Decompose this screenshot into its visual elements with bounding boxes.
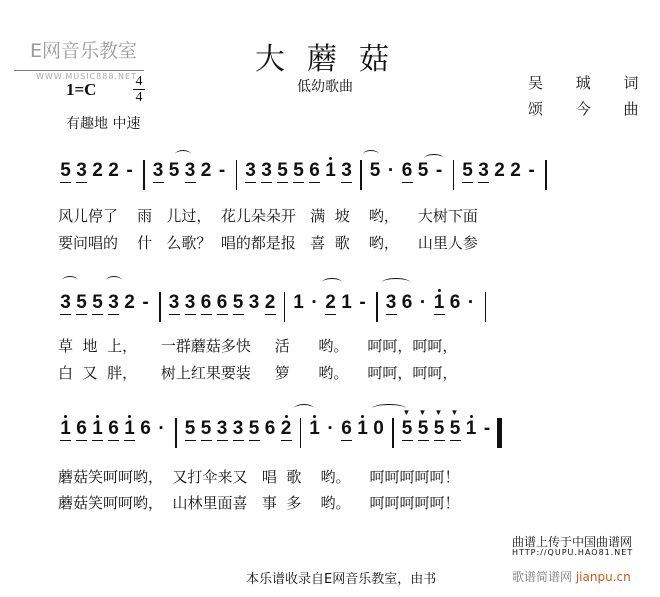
note: 1 (92, 418, 103, 439)
lyric-line: 白 又 胖， 树上红果要装 箩 哟。 呵呵，呵呵， (58, 364, 458, 382)
note: 3 (216, 418, 228, 439)
dash: - (218, 160, 226, 181)
note: 0 (373, 418, 384, 439)
notation-row (60, 292, 494, 322)
barline (175, 418, 177, 448)
note: 2 (510, 160, 521, 181)
measure (60, 292, 151, 315)
note: 5 (462, 160, 473, 181)
note: 5 (60, 160, 71, 181)
dot: · (327, 418, 334, 439)
dot: · (311, 292, 318, 313)
note: 3 (385, 292, 397, 313)
note: 2 (200, 160, 212, 181)
barline (284, 292, 286, 322)
note: 6 (264, 418, 276, 439)
slur (322, 278, 342, 287)
song-title: 大蘑菇 (255, 42, 411, 77)
measure (402, 418, 493, 441)
slur (62, 276, 78, 285)
dash: - (435, 160, 443, 181)
measure (293, 292, 368, 315)
note: 5 (417, 160, 429, 181)
note: 2 (108, 160, 119, 181)
slur (424, 154, 444, 163)
measure (245, 160, 352, 183)
watermark-site (512, 568, 631, 585)
time-bottom: 4 (135, 90, 143, 105)
note: 5 (369, 160, 381, 181)
slur (106, 276, 122, 285)
note: 1 (325, 160, 336, 181)
dot: · (387, 160, 395, 181)
note: 5 (168, 160, 180, 181)
barline (376, 292, 378, 322)
dot: · (467, 292, 475, 313)
note: 5 ▼ (402, 418, 413, 441)
slur (372, 404, 406, 413)
dot: · (419, 292, 427, 313)
note: 3 (341, 160, 352, 181)
note: 1 (465, 418, 477, 439)
lyric-line: 风儿停了 雨 儿过， 花儿朵朵开 满 坡 哟， 大树下面 (58, 207, 478, 225)
note: 1 (60, 418, 71, 439)
barline (485, 292, 487, 322)
measure (153, 160, 228, 183)
note: 1 (357, 418, 368, 439)
final-barline (497, 418, 502, 448)
barline (545, 160, 547, 190)
dot: · (158, 418, 165, 439)
barline (300, 418, 302, 448)
slur (294, 404, 314, 413)
note: 3 (261, 160, 272, 181)
note: 6 (200, 292, 212, 313)
lyric-line: 蘑菇笑呵呵哟， 又打伞来又 唱 歌 哟。 呵呵呵呵呵！ (58, 468, 460, 486)
note: 3 (168, 292, 180, 313)
note: 3 (184, 292, 196, 313)
note: 2 (280, 418, 292, 439)
note: 3 (478, 160, 489, 181)
note: 5 ▼ (418, 418, 429, 441)
note: 5 ▼ (434, 418, 445, 441)
note: 6 (401, 160, 413, 181)
note: 5 (92, 292, 103, 313)
tempo-marking: 有趣地 中速 (66, 116, 141, 132)
measure (462, 160, 537, 183)
measure (185, 418, 292, 441)
note: 6 (341, 418, 352, 439)
slur (382, 278, 410, 287)
note: 5 (277, 160, 288, 181)
song-subtitle: 低幼歌曲 (297, 79, 353, 95)
note: 5 (232, 292, 244, 313)
measure (386, 292, 477, 315)
measure (60, 160, 135, 183)
note: 3 (245, 160, 256, 181)
note: 6 (76, 418, 87, 439)
note: 1 (341, 292, 352, 313)
watermark-site-name: 歌谱简谱网 (512, 570, 573, 584)
notation-row (60, 160, 555, 190)
note: 1 (124, 418, 135, 439)
logo-url: WWW.MUSIC888.NET (36, 72, 137, 81)
note: 1 (293, 292, 304, 313)
note: 5 (184, 418, 196, 439)
measure (309, 418, 384, 441)
note: 3 (248, 292, 260, 313)
note: 5 ▼ (450, 418, 461, 441)
note: 5 (293, 160, 304, 181)
lyric-line: 草 地 上， 一群蘑菇多快 活 哟。 呵呵，呵呵， (58, 337, 458, 355)
barline (159, 292, 161, 322)
slur (363, 150, 379, 159)
time-signature (133, 74, 145, 105)
dash: - (142, 292, 149, 313)
barline (453, 160, 455, 190)
barline (236, 160, 238, 190)
dash: - (483, 418, 491, 439)
note: 2 (124, 292, 135, 313)
key-signature: 1=C (66, 80, 97, 99)
time-top: 4 (135, 74, 143, 89)
dash: - (528, 160, 535, 181)
note: 3 (232, 418, 244, 439)
note: 6 (309, 160, 320, 181)
note: 6 (216, 292, 228, 313)
notation-row (60, 418, 510, 448)
note: 3 (108, 292, 119, 313)
source-note: 本乐谱收录自E网音乐教室，由书 (246, 572, 437, 587)
note: 2 (264, 292, 276, 313)
barline (360, 160, 362, 190)
note: 2 (92, 160, 103, 181)
note: 2 (325, 292, 336, 313)
lyric-line: 蘑菇笑呵呵哟， 山林里面喜 事 多 哟。 呵呵呵呵呵！ (58, 494, 460, 512)
lyricist: 吴 珹 词 (528, 74, 653, 92)
note: 3 (60, 292, 71, 313)
watermark-upload: 曲谱上传于中国曲谱网 (512, 535, 633, 549)
dash: - (359, 292, 366, 313)
note: 3 (184, 160, 196, 181)
watermark-site-domain: jianpu.cn (575, 570, 631, 584)
lyric-line: 要问唱的 什 么歌？ 唱的都是报 喜 歌 哟， 山里人参 (58, 234, 478, 252)
dash: - (126, 160, 133, 181)
slur (175, 150, 191, 159)
note: 3 (76, 160, 87, 181)
watermark-url: HTTP://QUPU.HAO81.NET (512, 548, 634, 557)
logo: E网音乐教室 (30, 40, 138, 62)
note: 5 (248, 418, 260, 439)
note: 5 (76, 292, 87, 313)
measure (169, 292, 276, 315)
note: 6 (401, 292, 413, 313)
logo-divider (14, 70, 144, 71)
note: 1 (433, 292, 445, 313)
barline (143, 160, 145, 190)
note: 1 (309, 418, 320, 439)
note: 6 (140, 418, 151, 439)
note: 3 (152, 160, 164, 181)
note: 6 (108, 418, 119, 439)
measure (370, 160, 445, 183)
note: 5 (200, 418, 212, 439)
note: 2 (494, 160, 505, 181)
barline (392, 418, 394, 448)
composer: 颂 今 曲 (528, 100, 653, 118)
measure (60, 418, 167, 441)
note: 6 (449, 292, 461, 313)
